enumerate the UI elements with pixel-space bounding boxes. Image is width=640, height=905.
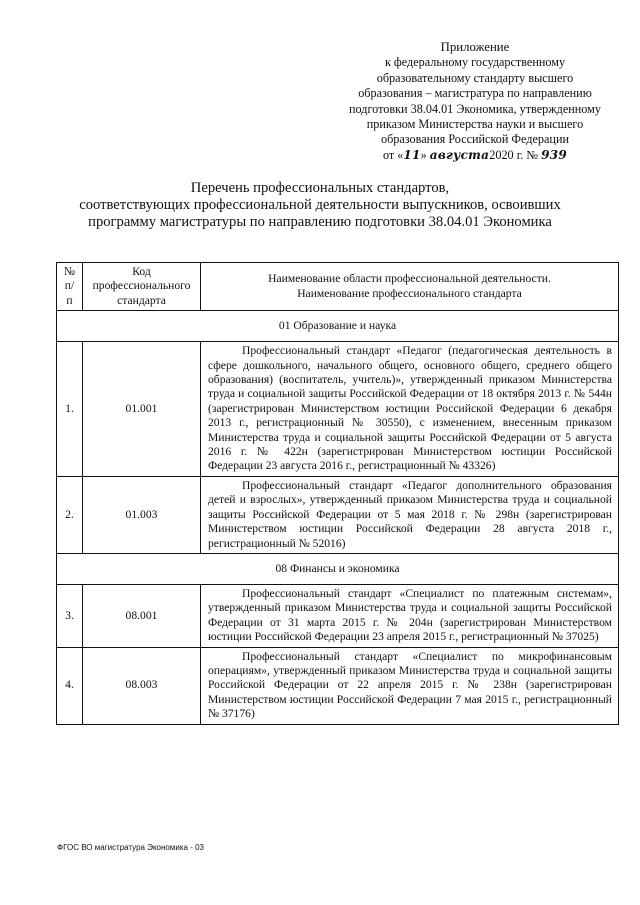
row-text: Профессиональный стандарт «Специалист по микрофинансовым операциям», утвержденный приказом Министерства труда и социальной защиты Российской Федерации от 22 апреля 2015 г. № 238н (зарегистрирован Министерством юстиции Российской Федерации 7 мая 2015 г., регистрационный № 37176) <box>201 647 619 724</box>
table-row <box>57 476 619 553</box>
header-code: Код профессионального стандарта <box>83 263 201 311</box>
header-name <box>201 263 619 311</box>
table-header-row <box>57 263 619 311</box>
appendix-line: образования – магистратура по направлению <box>358 86 592 101</box>
row-code: 01.001 <box>83 342 201 477</box>
row-text: Профессиональный стандарт «Педагог дополнительного образования детей и взрослых», утвержденный приказом Министерства труда и социальной защиты Российской Федерации от 5 мая 2018 г. № 298н (зарегистрирован Министерством юстиции Российской Федерации 28 августа 2018 г., регистрационный № 52016) <box>201 476 619 553</box>
row-text: Профессиональный стандарт «Педагог (педагогическая деятельность в сфере дошкольного, начального общего, основного общего, среднего общего образования) (воспитатель, учитель)», утвержденный приказом Министерства труда и социальной защиты Российской Федерации от 18 октября 2013 г. № 544н (зарегистрирован Министерством юстиции Российской Федерации 6 декабря 2013 г., регистрационный № 30550), с изменением, внесенным приказом Министерства труда и социальной защиты Российской Федерации от 5 августа 2016 г. № 422н (зарегистрирован Министерством юстиции Российской Федерации 23 августа 2016 г., регистрационный № 43326) <box>201 342 619 477</box>
date-prefix: от « <box>382 147 404 162</box>
handwritten-order-number: 939 <box>541 147 568 162</box>
header-num: № п/п <box>57 263 83 311</box>
title-line: программу магистратуры по направлению подготовки 38.04.01 Экономика <box>88 214 552 230</box>
row-code: 08.001 <box>83 584 201 647</box>
appendix-line: приказом Министерства науки и высшего <box>366 117 584 132</box>
row-code: 08.003 <box>83 647 201 724</box>
table-row <box>57 584 619 647</box>
date-mid: » <box>420 147 427 162</box>
document-title <box>60 180 580 231</box>
row-num: 3. <box>57 584 83 647</box>
appendix-line: образовательному стандарту высшего <box>376 70 574 85</box>
standards-table <box>56 262 619 725</box>
row-num: 1. <box>57 342 83 477</box>
handwritten-month: августа <box>429 147 490 162</box>
appendix-line: подготовки 38.04.01 Экономика, утвержденному <box>349 101 601 116</box>
row-num: 4. <box>57 647 83 724</box>
row-text: Профессиональный стандарт «Специалист по платежным системам», утвержденный приказом Министерства труда и социальной защиты Российской Федерации от 31 марта 2015 г. № 204н (зарегистрирован Министерством юстиции Российской Федерации 23 апреля 2015 г., регистрационный № 37025) <box>201 584 619 647</box>
title-line: Перечень профессиональных стандартов, <box>190 180 450 196</box>
header-name-line: Наименование области профессиональной деятельности. <box>268 272 551 286</box>
section-title: 08 Финансы и экономика <box>57 553 619 584</box>
appendix-heading: Приложение <box>440 40 510 54</box>
table-row <box>57 342 619 477</box>
title-line: соответствующих профессиональной деятельности выпускников, освоивших <box>79 197 561 213</box>
section-row <box>57 553 619 584</box>
date-year-text: 2020 г. № <box>489 147 539 162</box>
section-title: 01 Образование и наука <box>57 311 619 342</box>
appendix-line: образования Российской Федерации <box>380 132 569 147</box>
handwritten-day: 11 <box>403 147 421 162</box>
row-code: 01.003 <box>83 476 201 553</box>
row-num: 2. <box>57 476 83 553</box>
appendix-line: к федеральному государственному <box>384 55 566 70</box>
appendix-block <box>340 40 610 163</box>
table-row <box>57 647 619 724</box>
section-row <box>57 311 619 342</box>
header-name-line: Наименование профессионального стандарта <box>297 286 522 300</box>
order-date-line <box>340 148 610 163</box>
page-footer: ФГОС ВО магистратура Экономика - 03 <box>57 843 204 852</box>
